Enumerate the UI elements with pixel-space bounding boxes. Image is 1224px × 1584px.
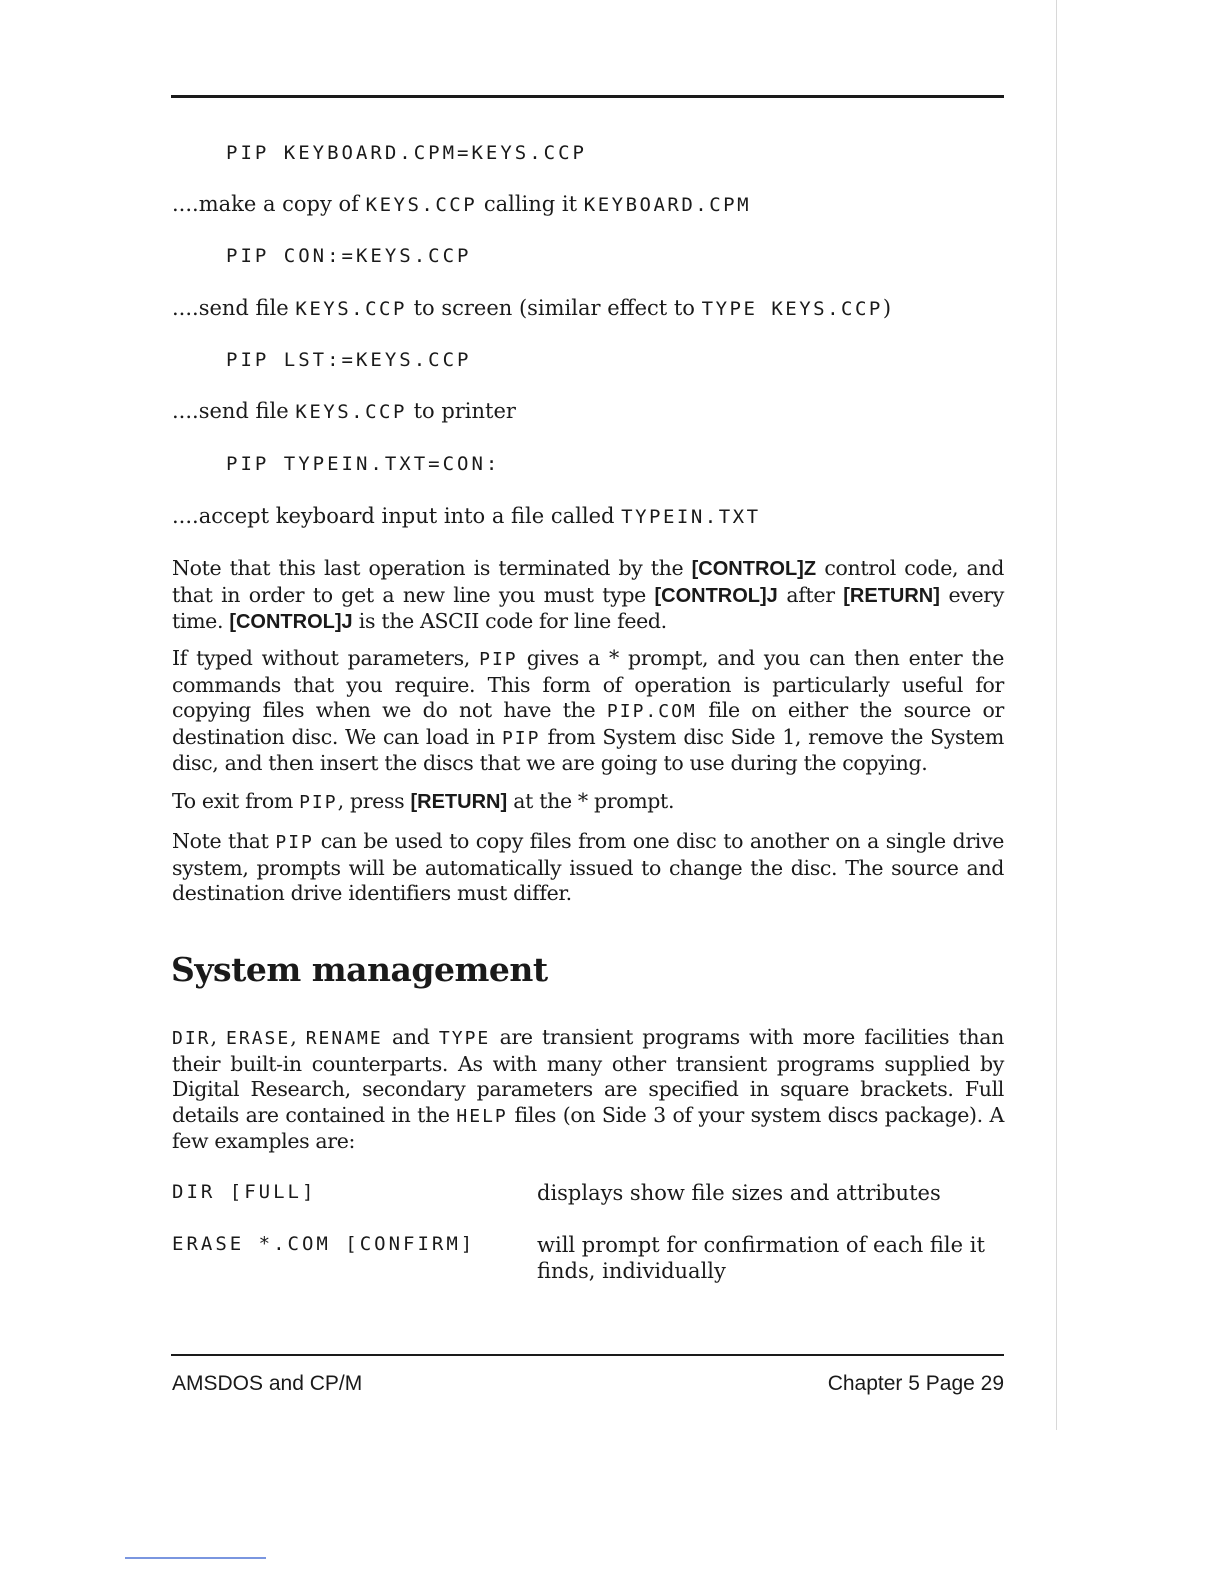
scan-mark xyxy=(125,1557,266,1559)
command-word: RENAME xyxy=(305,1028,383,1049)
command-word: ERASE xyxy=(226,1028,291,1049)
command-word: PIP xyxy=(479,649,518,670)
command-line: PIP TYPEIN.TXT=CON: xyxy=(226,453,501,475)
command-word: KEYS.CCP xyxy=(295,298,407,320)
header-rule xyxy=(171,95,1004,98)
footer-title: AMSDOS and CP/M xyxy=(172,1372,363,1395)
command-word: DIR xyxy=(172,1028,211,1049)
key-name: [CONTROL]Z xyxy=(691,558,817,580)
command-word: KEYBOARD.CPM xyxy=(583,194,752,216)
key-name: [CONTROL]J xyxy=(229,611,353,634)
footer-rule xyxy=(171,1354,1004,1356)
example-description: displays show file sizes and attributes xyxy=(537,1181,941,1205)
paragraph-single-drive: Note that PIP can be used to copy files from one disc to another on a single drive system, prompts will be automatically issued to change the disc. The source and destination drive identifiers must differ. xyxy=(172,829,1004,906)
example-command: DIR [FULL] xyxy=(172,1181,317,1203)
command-line: PIP KEYBOARD.CPM=KEYS.CCP xyxy=(226,142,587,164)
paragraph-pip-prompt: If typed without parameters, PIP gives a * prompt, and you can then enter the commands that you require. This form of operation is particularly useful for copying files when we do not have the PIP.COM file on either the source or destination disc. We can load in PIP from System disc Side 1, remove the System disc, and then insert the discs that we are going to use during the copying. xyxy=(172,646,1005,776)
command-word: KEYS.CCP xyxy=(365,194,478,216)
command-word: PIP xyxy=(299,792,338,813)
command-word: HELP xyxy=(456,1105,508,1127)
example-description: will prompt for confirmation of each file it finds, individually xyxy=(537,1233,985,1283)
key-name: [RETURN] xyxy=(410,791,508,813)
key-name: [RETURN] xyxy=(843,584,940,607)
paragraph-control-codes: Note that this last operation is terminated by the [CONTROL]Z control code, and that in order to get a new line you must type [CONTROL]J after [RETURN] every time. [CONTROL]J is the ASCII code for line feed. xyxy=(172,556,1005,634)
command-word: PIP.COM xyxy=(606,701,697,723)
command-word: TYPEIN.TXT xyxy=(621,506,761,528)
command-line: PIP LST:=KEYS.CCP xyxy=(226,349,472,371)
example-command: ERASE *.COM [CONFIRM] xyxy=(172,1233,476,1255)
command-word: PIP xyxy=(501,727,541,749)
footer-page-number: Chapter 5 Page 29 xyxy=(827,1372,1004,1395)
command-line: PIP CON:=KEYS.CCP xyxy=(226,245,472,267)
section-heading: System management xyxy=(171,950,548,989)
command-description: ....send file KEYS.CCP to screen (similar effect to TYPE KEYS.CCP) xyxy=(172,296,892,320)
key-name: [CONTROL]J xyxy=(654,584,778,607)
command-word: TYPE KEYS.CCP xyxy=(701,298,883,320)
command-word: PIP xyxy=(275,832,314,853)
scan-edge xyxy=(1056,0,1057,1430)
paragraph-exit-pip: To exit from PIP, press [RETURN] at the * prompt. xyxy=(172,789,675,813)
paragraph-system-intro: DIR, ERASE, RENAME and TYPE are transient programs with more facilities than their built-in counterparts. As with many other transient programs supplied by Digital Research, secondary parameters are specified in square brackets. Full details are contained in the HELP files (on Side 3 of your system discs package). A few examples are: xyxy=(172,1025,1004,1154)
command-word: TYPE xyxy=(438,1028,491,1049)
command-word: KEYS.CCP xyxy=(295,401,407,423)
command-description: ....make a copy of KEYS.CCP calling it KEYBOARD.CPM xyxy=(172,192,752,216)
command-description: ....send file KEYS.CCP to printer xyxy=(172,399,516,423)
command-description: ....accept keyboard input into a file called TYPEIN.TXT xyxy=(172,504,761,528)
